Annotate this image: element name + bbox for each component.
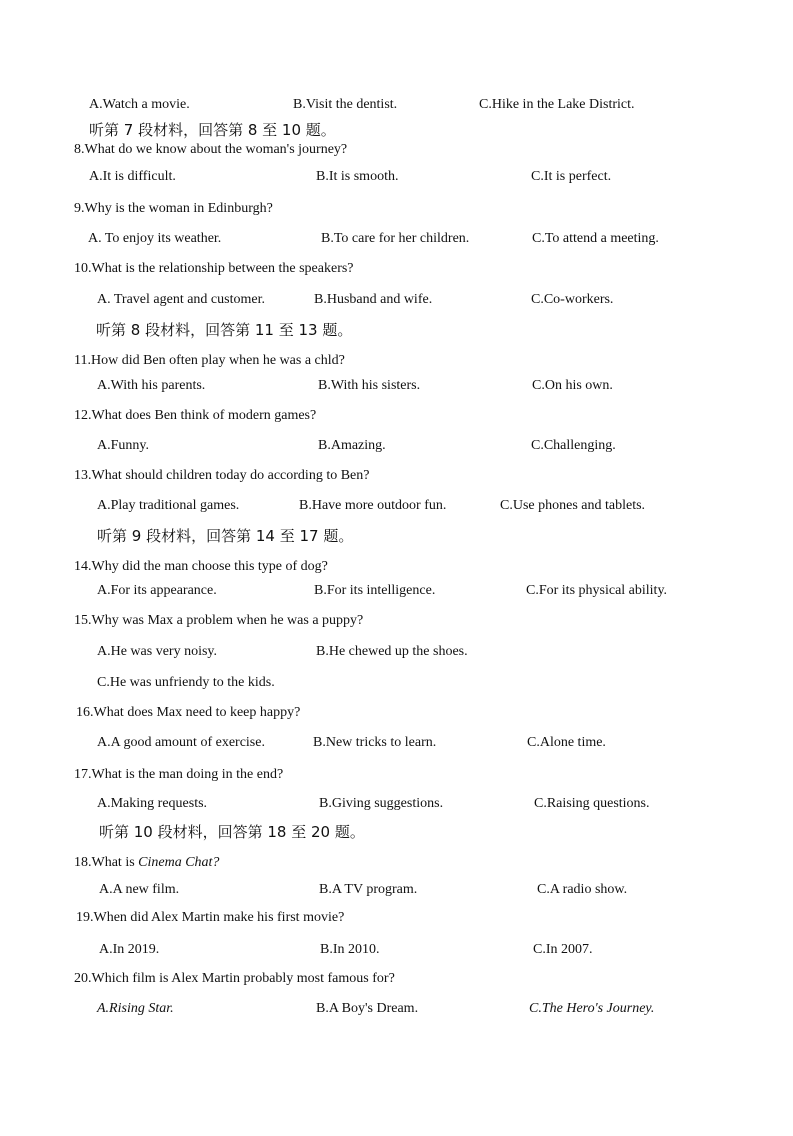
program-title: Cinema Chat? <box>138 855 220 870</box>
option-b: B.To care for her children. <box>321 231 470 246</box>
option-b: B.Have more outdoor fun. <box>299 498 447 513</box>
section-instruction: 听第 7 段材料，回答第 8 至 10 题。 <box>89 121 336 139</box>
option-b: B.He chewed up the shoes. <box>316 644 468 659</box>
option-a: A.He was very noisy. <box>97 644 218 659</box>
question-14: 14.Why did the man choose this type of dog? <box>74 559 328 574</box>
question-19: 19.When did Alex Martin make his first movie? <box>76 910 345 925</box>
option-c: C.Challenging. <box>531 438 616 453</box>
option-b: B.New tricks to learn. <box>313 735 437 750</box>
question-15: 15.Why was Max a problem when he was a puppy? <box>74 613 364 628</box>
question-row <box>0 906 793 930</box>
option-c: C.Alone time. <box>527 735 606 750</box>
option-a: A.Play traditional games. <box>97 498 240 513</box>
question-18 <box>74 851 219 875</box>
options-row <box>0 878 793 902</box>
options-row <box>0 288 793 312</box>
question-18-text: 18.What is <box>74 855 139 870</box>
option-b: B.With his sisters. <box>318 378 421 393</box>
question-row <box>0 609 793 633</box>
question-13: 13.What should children today do according to Ben? <box>74 468 370 483</box>
section-header <box>0 820 793 844</box>
option-b: B.A TV program. <box>319 882 418 897</box>
question-12: 12.What does Ben think of modern games? <box>74 408 317 423</box>
option-b: B.Amazing. <box>318 438 386 453</box>
options-row <box>0 579 793 603</box>
option-c: C.The Hero's Journey. <box>529 1001 655 1016</box>
option-a: A.It is difficult. <box>89 169 176 184</box>
option-c: C.To attend a meeting. <box>532 231 659 246</box>
options-row <box>0 671 793 695</box>
options-row <box>0 227 793 251</box>
option-a: A.Watch a movie. <box>89 97 190 112</box>
options-row <box>0 374 793 398</box>
question-17: 17.What is the man doing in the end? <box>74 767 284 782</box>
option-a: A.For its appearance. <box>97 583 217 598</box>
options-row <box>0 93 793 117</box>
section-instruction: 听第 10 段材料，回答第 18 至 20 题。 <box>99 823 365 841</box>
section-header <box>0 524 793 548</box>
question-row <box>0 851 793 875</box>
option-c: C.Hike in the Lake District. <box>479 97 635 112</box>
options-row <box>0 494 793 518</box>
option-a: A.Making requests. <box>97 796 208 811</box>
question-8: 8.What do we know about the woman's journey? <box>74 142 348 157</box>
question-row <box>0 701 793 725</box>
question-row <box>0 464 793 488</box>
option-c: C.Raising questions. <box>534 796 650 811</box>
option-a: A.A good amount of exercise. <box>97 735 265 750</box>
option-b: B.Visit the dentist. <box>293 97 398 112</box>
option-c: C.On his own. <box>532 378 613 393</box>
options-row <box>0 792 793 816</box>
option-a: A. Travel agent and customer. <box>97 292 265 307</box>
option-c: C.He was unfriendy to the kids. <box>97 675 275 690</box>
question-row <box>0 967 793 991</box>
option-a: A.A new film. <box>99 882 180 897</box>
options-row <box>0 165 793 189</box>
question-row <box>0 404 793 428</box>
question-row <box>0 349 793 373</box>
options-row <box>0 938 793 962</box>
question-11: 11.How did Ben often play when he was a chld? <box>74 353 345 368</box>
option-b: B.It is smooth. <box>316 169 399 184</box>
option-c: C.In 2007. <box>533 942 593 957</box>
question-20: 20.Which film is Alex Martin probably most famous for? <box>74 971 395 986</box>
option-b: B.In 2010. <box>320 942 380 957</box>
question-16: 16.What does Max need to keep happy? <box>76 705 301 720</box>
option-c: C.A radio show. <box>537 882 628 897</box>
option-c: C.Use phones and tablets. <box>500 498 646 513</box>
option-a: A.With his parents. <box>97 378 206 393</box>
question-row <box>0 197 793 221</box>
section-instruction: 听第 8 段材料，回答第 11 至 13 题。 <box>96 321 353 339</box>
option-b: B.A Boy's Dream. <box>316 1001 419 1016</box>
question-row <box>0 138 793 162</box>
option-c: C.For its physical ability. <box>526 583 668 598</box>
question-row <box>0 763 793 787</box>
question-row <box>0 257 793 281</box>
option-b: B.Husband and wife. <box>314 292 433 307</box>
question-9: 9.Why is the woman in Edinburgh? <box>74 201 273 216</box>
options-row <box>0 997 793 1021</box>
option-a: A. To enjoy its weather. <box>88 231 222 246</box>
option-b: B.Giving suggestions. <box>319 796 444 811</box>
section-instruction: 听第 9 段材料，回答第 14 至 17 题。 <box>97 527 354 545</box>
option-a: A.In 2019. <box>99 942 160 957</box>
option-a: A.Rising Star. <box>97 1001 174 1016</box>
option-c: C.Co-workers. <box>531 292 614 307</box>
question-10: 10.What is the relationship between the speakers? <box>74 261 354 276</box>
option-c: C.It is perfect. <box>531 169 612 184</box>
question-row <box>0 555 793 579</box>
option-b: B.For its intelligence. <box>314 583 436 598</box>
option-a: A.Funny. <box>97 438 149 453</box>
options-row <box>0 731 793 755</box>
options-row <box>0 434 793 458</box>
section-header <box>0 318 793 342</box>
options-row <box>0 640 793 664</box>
